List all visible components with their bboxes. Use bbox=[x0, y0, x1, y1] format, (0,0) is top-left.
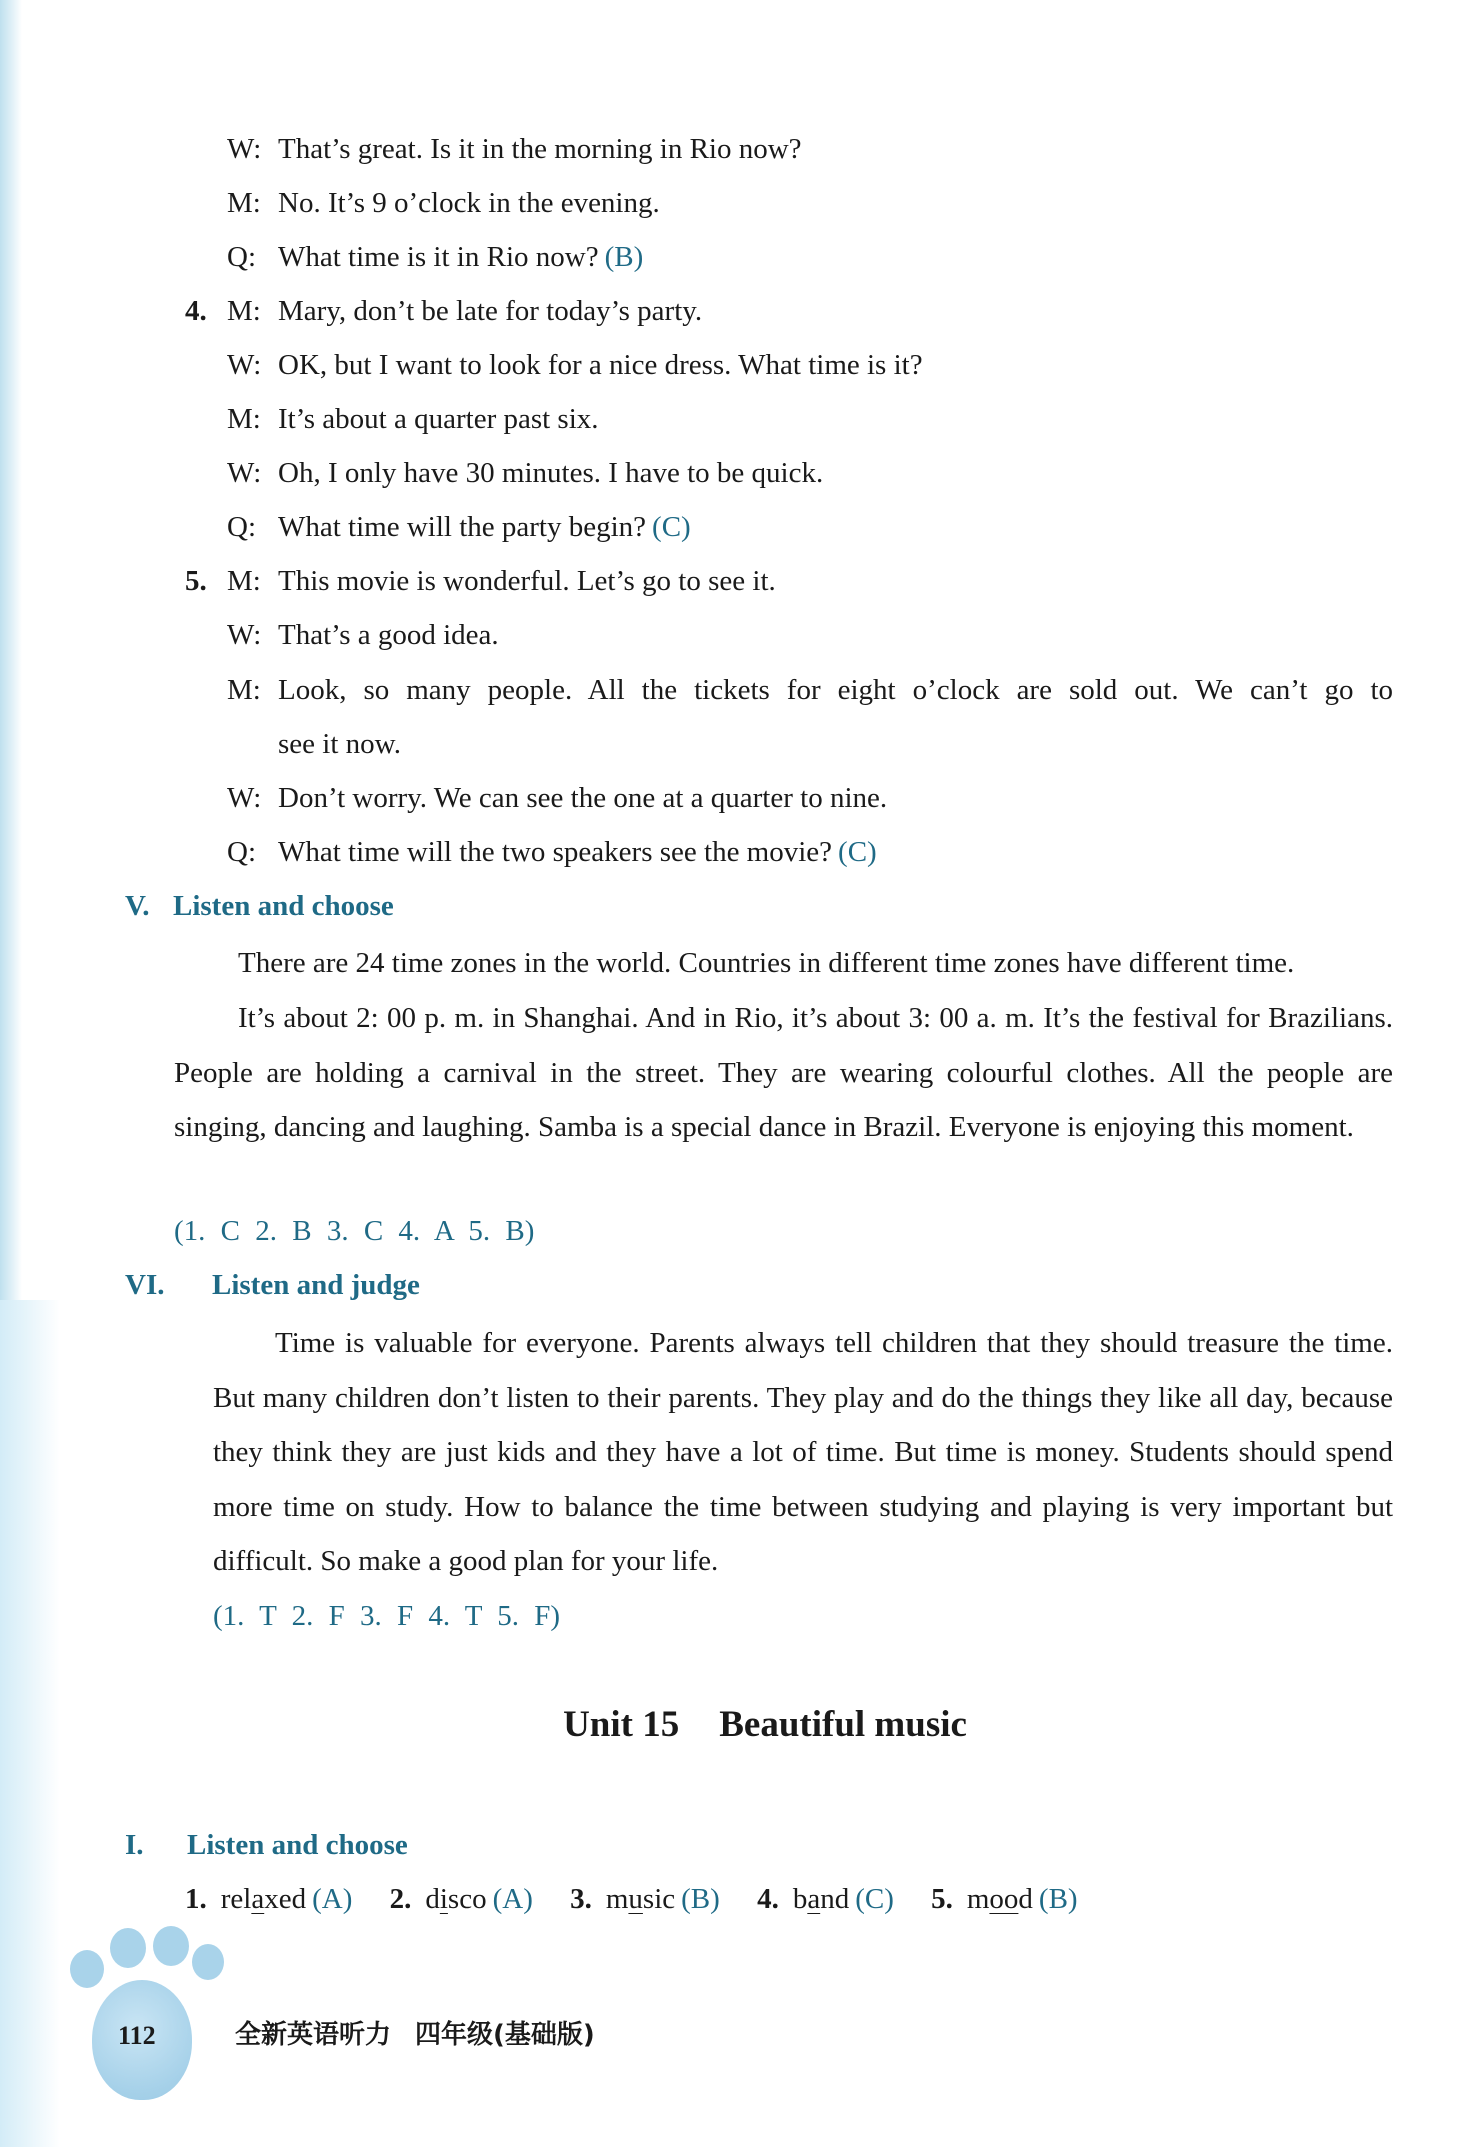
question-number: 5. bbox=[185, 565, 207, 597]
passage-paragraph: Time is valuable for everyone. Parents always tell children that they should treasure the time. But many children don’t listen to their parents. They play and do the things they like all day, because they think they are just kids and they have a lot of time. But time is money. Students should spend more time on study. How to balance the time between studying and playing is very important but difficult. So make a good plan for your life. bbox=[213, 1327, 1393, 1577]
dialogue-line: W: Don’t worry. We can see the one at a quarter to nine. bbox=[227, 782, 888, 814]
question-number: 4. bbox=[185, 295, 207, 327]
paw-toe-icon bbox=[153, 1926, 189, 1966]
paw-toe-icon bbox=[192, 1944, 224, 1980]
dialogue-line: M: No. It’s 9 o’clock in the evening. bbox=[227, 187, 660, 219]
word-item: 2. disco (A) bbox=[389, 1883, 533, 1915]
word-item: 1. relaxed (A) bbox=[185, 1883, 353, 1915]
section-heading: I. Listen and choose bbox=[125, 1829, 408, 1861]
word-item: 5. mood (B) bbox=[931, 1883, 1078, 1915]
answer-mark: (C) bbox=[838, 836, 877, 868]
book-title: 全新英语听力 四年级(基础版) bbox=[235, 2020, 595, 2050]
answer-key: (1. T 2. F 3. F 4. T 5. F) bbox=[213, 1600, 561, 1632]
unit-title: Beautiful music bbox=[719, 1704, 967, 1745]
dialogue-question: Q: What time is it in Rio now? (B) bbox=[227, 241, 644, 273]
dialogue-question: Q: What time will the party begin? (C) bbox=[227, 511, 691, 543]
word-choice-row bbox=[185, 1881, 1108, 1917]
dialogue-line: M: Look, so many people. All the tickets for eight o’clock are sold out. We can’t go to bbox=[227, 674, 1393, 706]
dialogue-line: M: This movie is wonderful. Let’s go to see it. bbox=[227, 565, 776, 597]
dialogue-line: W: OK, but I want to look for a nice dress. What time is it? bbox=[227, 349, 923, 381]
section-heading: V. Listen and choose bbox=[125, 890, 394, 922]
word-item: 4. band (C) bbox=[757, 1883, 894, 1915]
paw-toe-icon bbox=[110, 1928, 146, 1968]
unit-label: Unit 15 bbox=[563, 1704, 680, 1745]
page-number: 112 bbox=[118, 2021, 156, 2050]
dialogue-line: W: That’s great. Is it in the morning in Rio now? bbox=[227, 133, 802, 165]
answer-key: (1. C 2. B 3. C 4. A 5. B) bbox=[174, 1215, 535, 1247]
dialogue-question: Q: What time will the two speakers see the movie? (C) bbox=[227, 836, 877, 868]
dialogue-line: M: It’s about a quarter past six. bbox=[227, 403, 599, 435]
answer-mark: (B) bbox=[604, 241, 644, 273]
paw-toe-icon bbox=[70, 1950, 104, 1988]
word-item: 3. music (B) bbox=[570, 1883, 720, 1915]
dialogue-line: W: That’s a good idea. bbox=[227, 619, 499, 651]
section-heading: VI. Listen and judge bbox=[125, 1269, 420, 1301]
unit-heading bbox=[0, 1703, 1465, 1747]
answer-mark: (C) bbox=[652, 511, 691, 543]
dialogue-line-continued: see it now. bbox=[278, 728, 401, 760]
dialogue-line: M: Mary, don’t be late for today’s party. bbox=[227, 295, 703, 327]
passage-paragraph: There are 24 time zones in the world. Countries in different time zones have different time. bbox=[238, 947, 1295, 979]
dialogue-line: W: Oh, I only have 30 minutes. I have to be quick. bbox=[227, 457, 824, 489]
passage-paragraph: It’s about 2: 00 p. m. in Shanghai. And in Rio, it’s about 3: 00 a. m. It’s the festival for Brazilians. People are holding a carnival in the street. They are wearing colourful clothes. All the people are singing, dancing and laughing. Samba is a special dance in Brazil. Everyone is enjoying this moment. bbox=[174, 1002, 1393, 1143]
